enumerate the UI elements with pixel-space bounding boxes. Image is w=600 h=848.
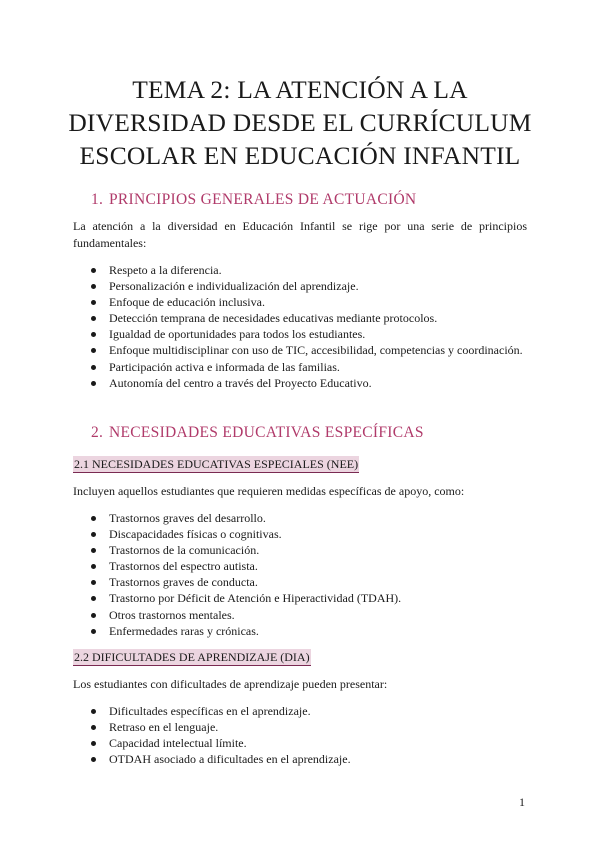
- list-item: Otros trastornos mentales.: [90, 607, 535, 623]
- list-item: Enfermedades raras y crónicas.: [90, 623, 535, 639]
- title-line-3: ESCOLAR EN EDUCACIÓN INFANTIL: [79, 141, 521, 170]
- list-item: Personalización e individualización del aprendizaje.: [90, 278, 535, 294]
- section-1-intro: La atención a la diversidad en Educación Infantil se rige por una serie de principios fundamentales:: [73, 219, 527, 250]
- section-2-title: NECESIDADES EDUCATIVAS ESPECÍFICAS: [109, 424, 424, 441]
- subsection-2-1-intro: Incluyen aquellos estudiantes que requieren medidas específicas de apoyo, como:: [73, 484, 465, 498]
- list-item: Respeto a la diferencia.: [90, 262, 535, 278]
- section-1-title: PRINCIPIOS GENERALES DE ACTUACIÓN: [109, 191, 417, 208]
- page-title: [60, 73, 540, 172]
- subsection-2-2-list: [90, 703, 535, 767]
- subsection-2-1-list: [90, 510, 535, 639]
- subsection-2-2-heading: 2.2 DIFICULTADES DE APRENDIZAJE (DIA): [74, 650, 310, 664]
- list-item: Detección temprana de necesidades educativas mediante protocolos.: [90, 310, 535, 326]
- list-item: Trastorno por Déficit de Atención e Hiperactividad (TDAH).: [90, 590, 535, 606]
- section-1-number: 1.: [91, 191, 104, 208]
- list-item: Trastornos de la comunicación.: [90, 542, 535, 558]
- list-item: Enfoque multidisciplinar con uso de TIC, accesibilidad, competencias y coordinación.: [90, 342, 535, 358]
- section-2-number: 2.: [91, 424, 104, 441]
- title-line-2: DIVERSIDAD DESDE EL CURRÍCULUM: [68, 108, 532, 137]
- list-item: Discapacidades físicas o cognitivas.: [90, 526, 535, 542]
- list-item: Capacidad intelectual límite.: [90, 735, 535, 751]
- list-item: Trastornos del espectro autista.: [90, 558, 535, 574]
- section-2-heading: [91, 424, 424, 442]
- list-item: Trastornos graves del desarrollo.: [90, 510, 535, 526]
- list-item: OTDAH asociado a dificultades en el aprendizaje.: [90, 751, 535, 767]
- list-item: Autonomía del centro a través del Proyecto Educativo.: [90, 375, 535, 391]
- list-item: Trastornos graves de conducta.: [90, 574, 535, 590]
- list-item: Igualdad de oportunidades para todos los estudiantes.: [90, 326, 535, 342]
- page-number: 1: [519, 795, 525, 809]
- section-1-list: [90, 262, 535, 391]
- list-item: Dificultades específicas en el aprendizaje.: [90, 703, 535, 719]
- subsection-2-2-intro: Los estudiantes con dificultades de aprendizaje pueden presentar:: [73, 677, 388, 691]
- subsection-2-1-heading: 2.1 NECESIDADES EDUCATIVAS ESPECIALES (NEE): [74, 457, 359, 471]
- section-1-heading: [91, 191, 416, 209]
- list-item: Retraso en el lenguaje.: [90, 719, 535, 735]
- list-item: Enfoque de educación inclusiva.: [90, 294, 535, 310]
- list-item: Participación activa e informada de las familias.: [90, 359, 535, 375]
- title-line-1: TEMA 2: LA ATENCIÓN A LA: [132, 75, 468, 104]
